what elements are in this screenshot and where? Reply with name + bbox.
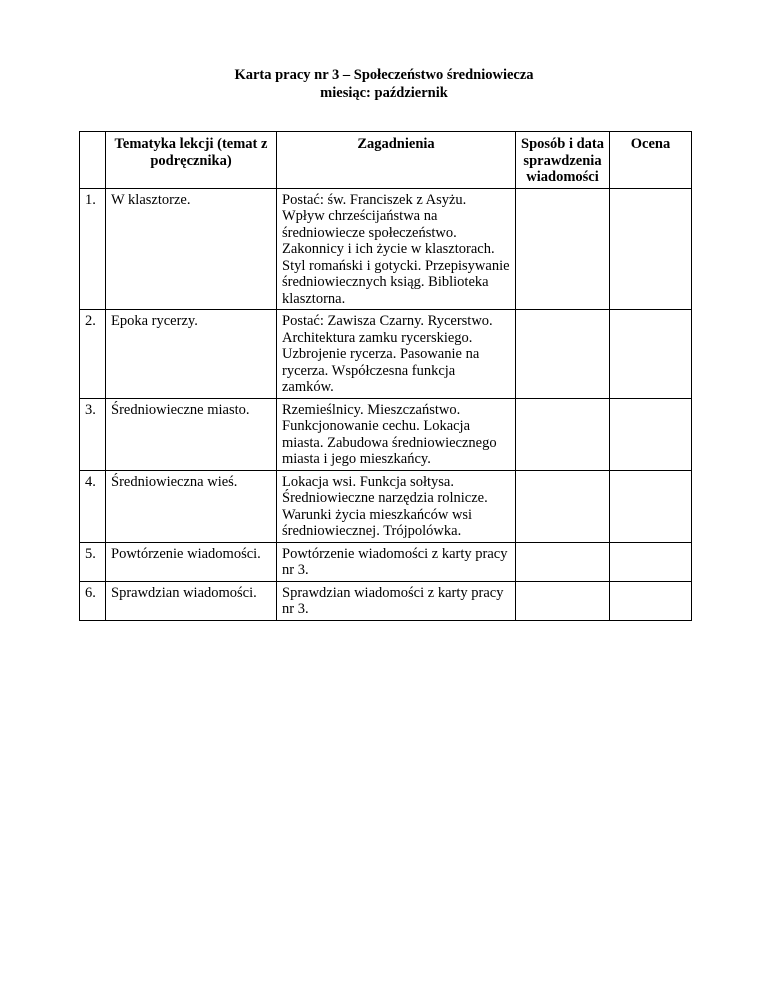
table-row — [80, 581, 692, 620]
grade-cell — [610, 542, 692, 581]
document-subtitle: miesiąc: październik — [320, 85, 448, 101]
document-title: Karta pracy nr 3 – Społeczeństwo średniowiecza — [234, 67, 534, 83]
document-header — [0, 66, 768, 102]
table-row — [80, 310, 692, 399]
lesson-issues: Rzemieślnicy. Mieszczaństwo. Funkcjonowanie cechu. Lokacja miasta. Zabudowa średniowiecznego miasta i jego mieszkańcy. — [277, 398, 516, 470]
table-header-row — [80, 132, 692, 189]
row-number: 6. — [80, 581, 106, 620]
column-header-issues: Zagadnienia — [277, 132, 516, 189]
row-number: 4. — [80, 470, 106, 542]
lesson-topic: Sprawdzian wiadomości. — [106, 581, 277, 620]
worksheet-table — [79, 131, 692, 621]
check-method-cell — [516, 310, 610, 399]
row-number: 2. — [80, 310, 106, 399]
lesson-topic: Średniowieczna wieś. — [106, 470, 277, 542]
column-header-check: Sposób i data sprawdzenia wiadomości — [516, 132, 610, 189]
check-method-cell — [516, 398, 610, 470]
table-row — [80, 188, 692, 310]
grade-cell — [610, 188, 692, 310]
row-number: 3. — [80, 398, 106, 470]
column-header-grade: Ocena — [610, 132, 692, 189]
lesson-topic: W klasztorze. — [106, 188, 277, 310]
lesson-issues: Sprawdzian wiadomości z karty pracy nr 3. — [277, 581, 516, 620]
table-row — [80, 398, 692, 470]
table-row — [80, 542, 692, 581]
check-method-cell — [516, 188, 610, 310]
row-number: 1. — [80, 188, 106, 310]
lesson-topic: Epoka rycerzy. — [106, 310, 277, 399]
grade-cell — [610, 398, 692, 470]
grade-cell — [610, 310, 692, 399]
lesson-issues: Postać: św. Franciszek z Asyżu. Wpływ chrześcijaństwa na średniowiecze społeczeństwo. Zakonnicy i ich życie w klasztorach. Styl romański i gotycki. Przepisywanie średniowiecznych ksiąg. Biblioteka klasztorna. — [277, 188, 516, 310]
lesson-issues: Lokacja wsi. Funkcja sołtysa. Średniowieczne narzędzia rolnicze. Warunki życia mieszkańców wsi średniowiecznej. Trójpolówka. — [277, 470, 516, 542]
check-method-cell — [516, 470, 610, 542]
lesson-topic: Powtórzenie wiadomości. — [106, 542, 277, 581]
table-row — [80, 470, 692, 542]
column-header-number — [80, 132, 106, 189]
column-header-topic: Tematyka lekcji (temat z podręcznika) — [106, 132, 277, 189]
grade-cell — [610, 470, 692, 542]
lesson-issues: Powtórzenie wiadomości z karty pracy nr 3. — [277, 542, 516, 581]
check-method-cell — [516, 542, 610, 581]
lesson-topic: Średniowieczne miasto. — [106, 398, 277, 470]
grade-cell — [610, 581, 692, 620]
check-method-cell — [516, 581, 610, 620]
row-number: 5. — [80, 542, 106, 581]
lesson-issues: Postać: Zawisza Czarny. Rycerstwo. Architektura zamku rycerskiego. Uzbrojenie rycerza. Pasowanie na rycerza. Współczesna funkcja zamków. — [277, 310, 516, 399]
